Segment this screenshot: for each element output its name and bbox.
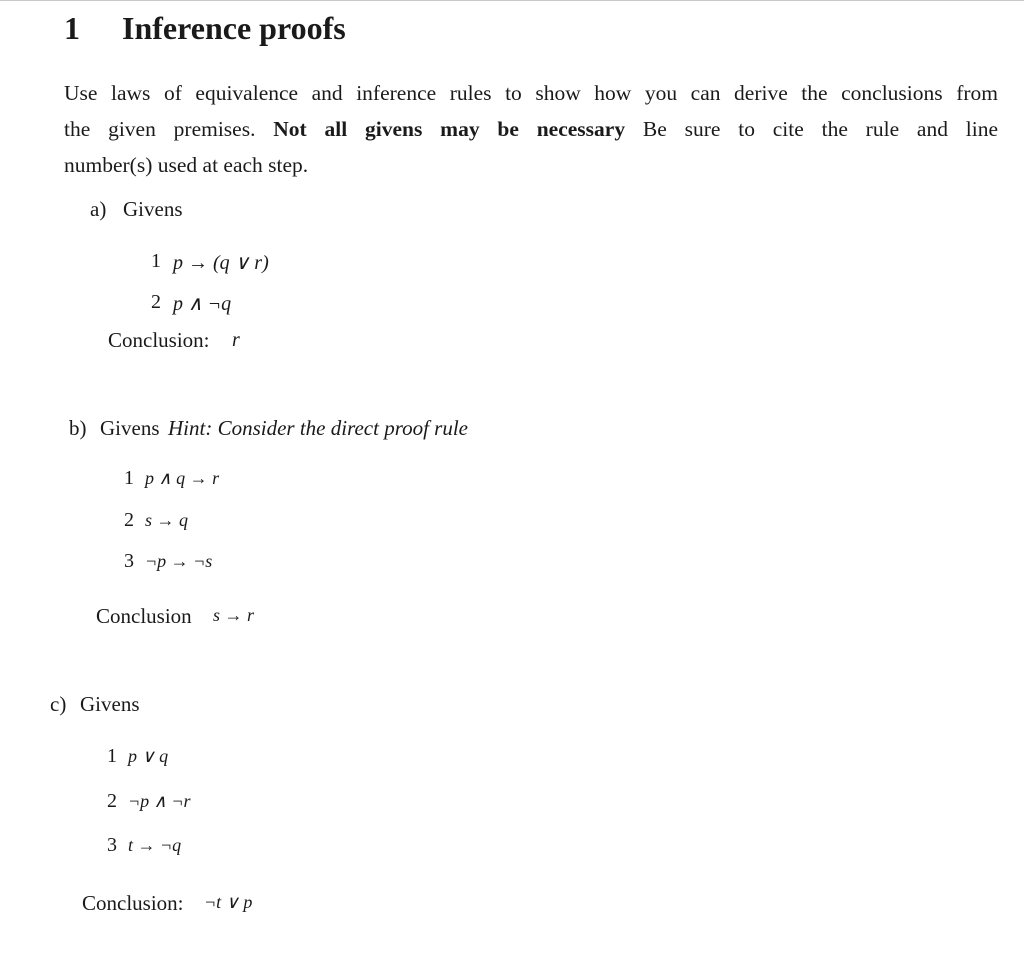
section-number: 1 xyxy=(64,10,80,46)
part-c-given-3-formula: t → ¬q xyxy=(128,835,182,855)
intro-line-2-end: Be sure to cite the rule and line xyxy=(642,117,999,141)
intro-line-1: Use laws of equivalence and inference rules to show how you can derive the conclusions from xyxy=(64,81,998,105)
part-a-given-1-num: 1 xyxy=(151,250,161,272)
section-title: Inference proofs xyxy=(122,10,346,46)
part-c-label: c) xyxy=(50,692,67,716)
part-a-heading: Givens xyxy=(123,197,183,221)
part-b-given-3-num: 3 xyxy=(124,550,134,572)
intro-line-2 xyxy=(64,116,998,142)
part-b-given-1-formula: p ∧ q → r xyxy=(145,468,220,488)
part-b-conclusion: s → r xyxy=(213,605,255,625)
part-c-heading: Givens xyxy=(80,692,140,716)
part-c-given-2-formula: ¬p ∧ ¬r xyxy=(128,791,191,811)
part-b-given-2-formula: s → q xyxy=(145,510,189,530)
part-b-given-2-num: 2 xyxy=(124,509,134,531)
part-b-conclusion-label: Conclusion xyxy=(96,604,192,628)
part-a-given-2-formula: p ∧ ¬q xyxy=(173,293,232,315)
page-top-rule xyxy=(0,0,1024,1)
part-a-label: a) xyxy=(90,197,107,221)
part-a-conclusion: r xyxy=(232,329,240,351)
intro-line-3: number(s) used at each step. xyxy=(64,153,309,177)
part-c-given-2-num: 2 xyxy=(107,790,117,812)
part-b-hint: Hint: Consider the direct proof rule xyxy=(168,416,468,440)
part-c-given-1-num: 1 xyxy=(107,745,117,767)
intro-line-2-start: the given premises. xyxy=(64,117,256,141)
part-b-given-1-num: 1 xyxy=(124,467,134,489)
part-b-label: b) xyxy=(69,416,87,440)
intro-emphasis: Not all givens may be necessary xyxy=(273,117,626,141)
part-c-given-1-formula: p ∨ q xyxy=(128,746,169,766)
part-a-given-2-num: 2 xyxy=(151,291,161,313)
part-a-given-1-formula: p → (q ∨ r) xyxy=(173,252,269,274)
part-c-conclusion-label: Conclusion: xyxy=(82,891,184,915)
part-a-conclusion-label: Conclusion: xyxy=(108,328,210,352)
part-b-heading: Givens xyxy=(100,416,160,440)
part-c-given-3-num: 3 xyxy=(107,834,117,856)
part-c-conclusion: ¬t ∨ p xyxy=(204,892,253,912)
part-b-given-3-formula: ¬p → ¬s xyxy=(145,551,213,571)
